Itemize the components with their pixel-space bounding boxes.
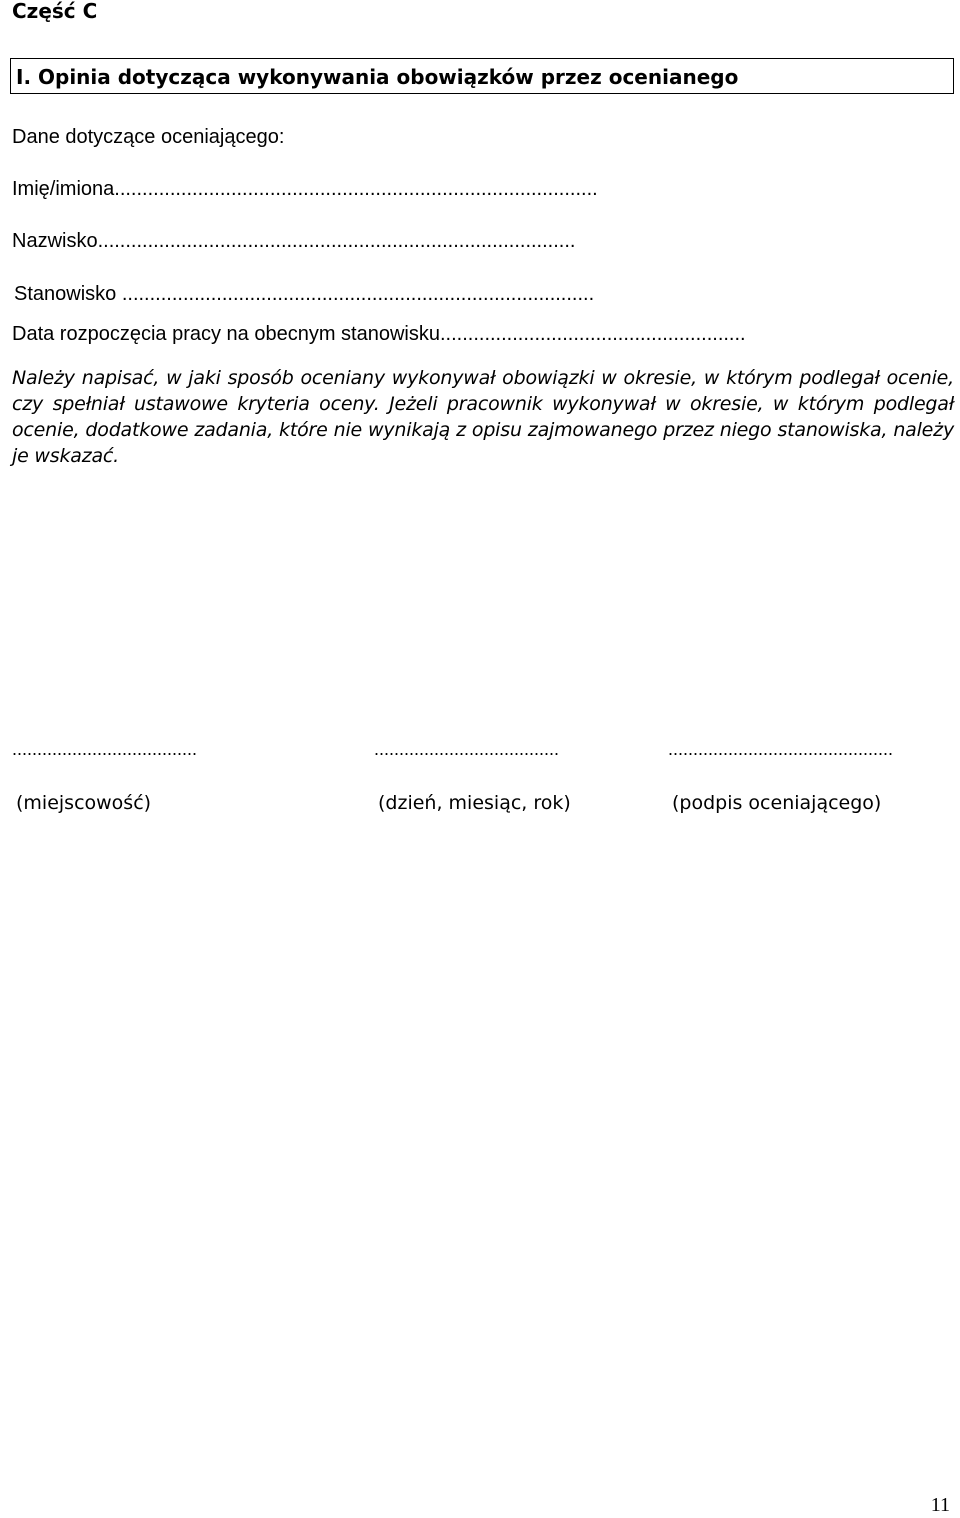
- date-label: (dzień, miesiąc, rok): [378, 792, 571, 814]
- signature-dots: .............................................: [668, 739, 894, 759]
- section-title: I. Opinia dotycząca wykonywania obowiązków przez ocenianego: [16, 65, 739, 89]
- start-date-field: Data rozpoczęcia pracy na obecnym stanowisku.......................................................: [12, 323, 746, 345]
- first-name-field: Imię/imiona.......................................................................................: [12, 178, 598, 200]
- signature-label: (podpis oceniającego): [672, 792, 882, 814]
- part-title: Część C: [12, 0, 98, 23]
- last-name-field: Nazwisko......................................................................................: [12, 230, 576, 252]
- place-label: (miejscowość): [16, 792, 152, 814]
- instructions-paragraph: Należy napisać, w jaki sposób oceniany wykonywał obowiązki w okresie, w którym podlegał ocenie, czy spełniał ustawowe kryteria oceny. Jeżeli pracownik wykonywał w okresie, w którym podlegał ocenie, dodatkowe zadania, które nie wynikają z opisu zajmowanego przez niego stanowiska, należy je wskazać.: [12, 367, 954, 467]
- date-dots: .....................................: [374, 739, 560, 759]
- place-dots: .....................................: [12, 739, 198, 759]
- position-field: Stanowisko .....................................................................................: [14, 283, 595, 305]
- page-number: 11: [930, 1494, 950, 1516]
- assessor-heading: Dane dotyczące oceniającego:: [12, 126, 285, 148]
